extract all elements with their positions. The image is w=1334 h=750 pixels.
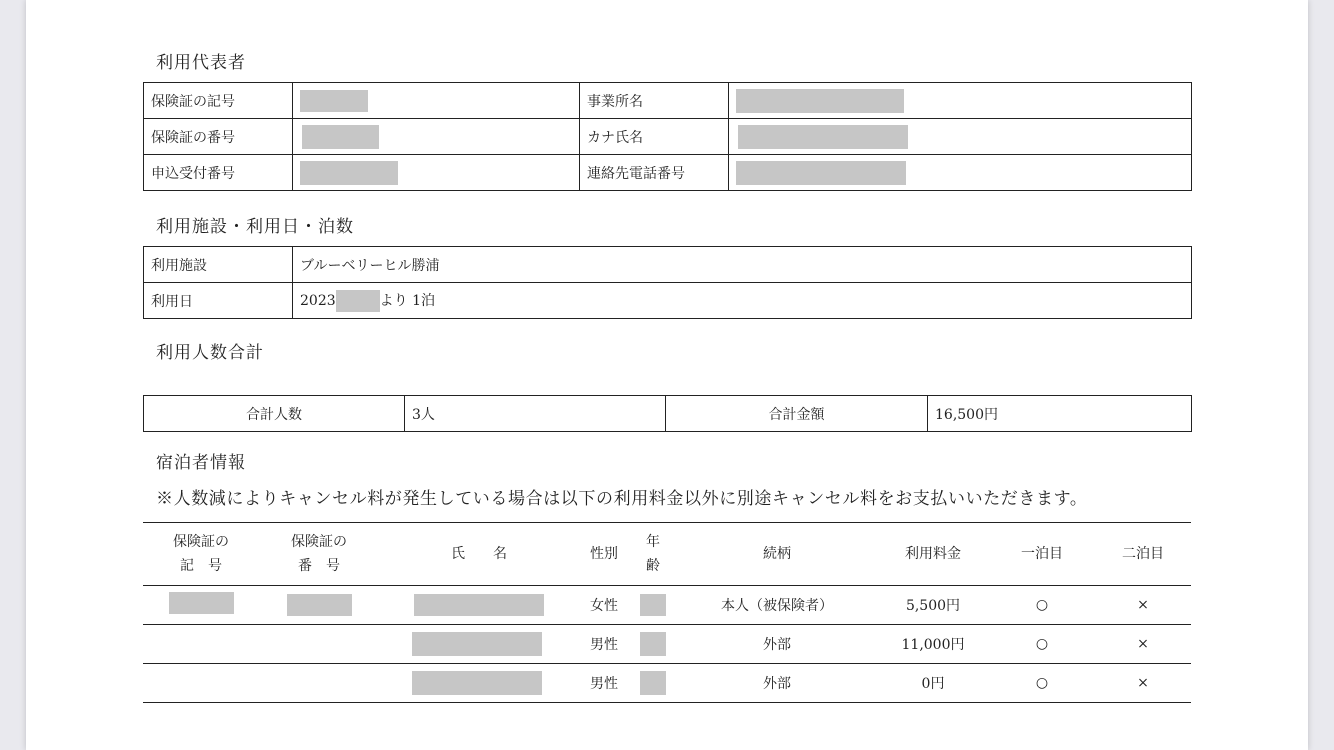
cell-night2: ×	[1095, 625, 1191, 664]
header-name: 氏 名	[379, 523, 579, 586]
redacted-block	[640, 632, 666, 656]
redacted-block	[412, 632, 542, 656]
cell-fee: 11,000円	[877, 625, 989, 664]
cell-value	[293, 155, 580, 191]
document-page	[26, 0, 1308, 750]
cell-symbol	[143, 664, 259, 703]
total-amount-label: 合計金額	[666, 396, 928, 432]
redacted-block	[736, 89, 904, 113]
cell-label: カナ氏名	[580, 119, 729, 155]
cell-number	[259, 586, 379, 625]
date-year: 2023	[300, 292, 336, 309]
header-gender: 性別	[579, 523, 629, 586]
table-row	[143, 586, 1191, 625]
cell-label: 連絡先電話番号	[580, 155, 729, 191]
table-row	[144, 396, 1192, 432]
cell-night1: ○	[989, 664, 1095, 703]
cell-name	[379, 586, 579, 625]
guests-table	[143, 522, 1191, 703]
cell-value	[729, 83, 1192, 119]
totals-table	[143, 395, 1192, 432]
redacted-block	[336, 290, 380, 312]
redacted-block	[640, 594, 666, 616]
cell-value	[293, 119, 580, 155]
redacted-block	[287, 594, 352, 616]
totals-section-title: 利用人数合計	[156, 343, 264, 363]
cell-relation: 本人（被保険者）	[677, 586, 877, 625]
table-row	[143, 664, 1191, 703]
cell-gender: 男性	[579, 625, 629, 664]
header-night1: 一泊目	[989, 523, 1095, 586]
guests-section-title: 宿泊者情報	[156, 453, 246, 473]
redacted-block	[169, 592, 234, 614]
header-age: 年 齢	[629, 523, 677, 586]
total-amount-value: 16,500円	[928, 396, 1192, 432]
cell-gender: 女性	[579, 586, 629, 625]
cell-night1: ○	[989, 586, 1095, 625]
cell-number	[259, 664, 379, 703]
total-count-label: 合計人数	[144, 396, 405, 432]
cell-relation: 外部	[677, 625, 877, 664]
facility-value: ブルーベリーヒル勝浦	[293, 247, 1192, 283]
redacted-block	[412, 671, 542, 695]
cell-age	[629, 586, 677, 625]
table-header-row	[143, 523, 1191, 586]
total-count-value: 3人	[405, 396, 666, 432]
cell-name	[379, 625, 579, 664]
header-fee: 利用料金	[877, 523, 989, 586]
cell-label: 申込受付番号	[144, 155, 293, 191]
cell-fee: 5,500円	[877, 586, 989, 625]
cell-age	[629, 664, 677, 703]
table-row	[143, 625, 1191, 664]
header-night2: 二泊目	[1095, 523, 1191, 586]
cell-fee: 0円	[877, 664, 989, 703]
cell-symbol	[143, 625, 259, 664]
redacted-block	[300, 161, 398, 185]
cell-night2: ×	[1095, 586, 1191, 625]
cell-night1: ○	[989, 625, 1095, 664]
representative-table	[143, 82, 1192, 191]
date-value	[293, 283, 1192, 319]
facility-table	[143, 246, 1192, 319]
cell-value	[729, 155, 1192, 191]
table-row	[144, 283, 1192, 319]
cell-label: 保険証の記号	[144, 83, 293, 119]
cell-symbol	[143, 586, 259, 625]
table-row	[144, 119, 1192, 155]
facility-section-title: 利用施設・利用日・泊数	[156, 217, 354, 237]
table-row	[144, 155, 1192, 191]
cell-number	[259, 625, 379, 664]
cell-name	[379, 664, 579, 703]
cell-label: 事業所名	[580, 83, 729, 119]
date-suffix: より 1泊	[379, 292, 435, 309]
header-relation: 続柄	[677, 523, 877, 586]
table-row	[144, 247, 1192, 283]
facility-label: 利用施設	[144, 247, 293, 283]
representative-section-title: 利用代表者	[156, 53, 246, 73]
cell-night2: ×	[1095, 664, 1191, 703]
cell-label: 保険証の番号	[144, 119, 293, 155]
table-row	[144, 83, 1192, 119]
cell-relation: 外部	[677, 664, 877, 703]
redacted-block	[302, 125, 379, 149]
redacted-block	[300, 90, 368, 112]
header-number: 保険証の 番 号	[259, 523, 379, 586]
cancellation-note: ※人数減によりキャンセル料が発生している場合は以下の利用料金以外に別途キャンセル料をお支払いいただきます。	[156, 489, 1088, 509]
cell-value	[729, 119, 1192, 155]
cell-value	[293, 83, 580, 119]
cell-gender: 男性	[579, 664, 629, 703]
cell-age	[629, 625, 677, 664]
date-label: 利用日	[144, 283, 293, 319]
header-symbol: 保険証の 記 号	[143, 523, 259, 586]
redacted-block	[736, 161, 906, 185]
redacted-block	[414, 594, 544, 616]
redacted-block	[738, 125, 908, 149]
redacted-block	[640, 671, 666, 695]
